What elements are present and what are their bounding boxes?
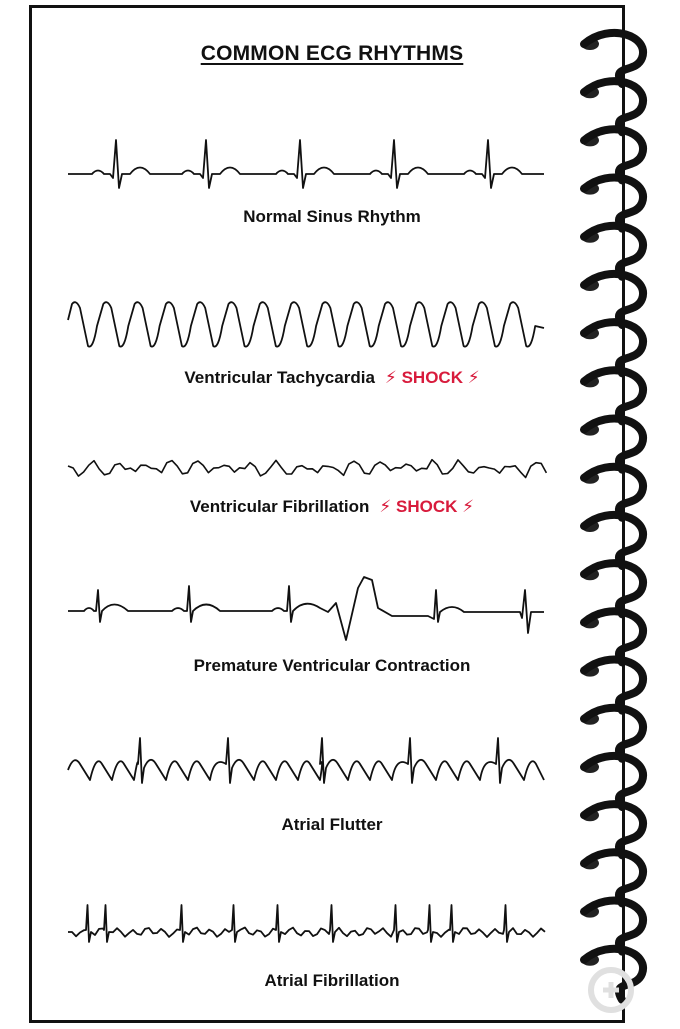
binding-coil	[584, 178, 643, 229]
binding-coil	[584, 129, 643, 180]
rhythm-label-ventricular-fibrillation	[32, 497, 632, 517]
ecg-trace-ventricular-tachycardia	[68, 302, 544, 346]
watermark-logo	[585, 965, 645, 1015]
rhythm-label-atrial-flutter: Atrial Flutter	[281, 815, 383, 834]
ecg-trace-pvc	[68, 577, 544, 640]
rhythm-label-atrial-fibrillation: Atrial Fibrillation	[264, 971, 400, 990]
binding-coil	[584, 756, 643, 807]
ecg-trace-normal-sinus	[68, 140, 544, 188]
binding-coil	[584, 33, 643, 84]
binding-coil	[584, 611, 643, 662]
rhythm-card	[29, 5, 625, 1023]
rhythm-label-ventricular-tachycardia	[32, 368, 632, 388]
binding-coil	[584, 852, 643, 903]
spiral-binding-icon	[570, 0, 680, 1029]
rhythm-name: Ventricular Fibrillation	[189, 497, 370, 516]
binding-coil	[584, 274, 643, 325]
shock-text: SHOCK	[396, 497, 458, 516]
ecg-traces	[32, 8, 628, 1026]
shock-badge	[385, 368, 480, 387]
binding-coil	[584, 901, 643, 952]
binding-coil	[584, 563, 643, 614]
ecg-trace-ventricular-fibrillation	[68, 460, 546, 478]
rhythm-label-pvc: Premature Ventricular Contraction	[193, 656, 471, 675]
shock-text: SHOCK	[401, 368, 463, 387]
binding-coil	[584, 467, 643, 518]
lightning-bolt-icon: ⚡	[467, 368, 480, 387]
lightning-bolt-icon: ⚡	[384, 368, 397, 387]
binding-coil	[584, 370, 643, 421]
rhythm-name: Ventricular Tachycardia	[184, 368, 375, 387]
binding-coil	[584, 515, 643, 566]
lightning-bolt-icon: ⚡	[462, 497, 475, 516]
binding-coil	[584, 804, 643, 855]
binding-coil	[584, 322, 643, 373]
binding-coil	[584, 81, 643, 132]
ecg-trace-atrial-flutter	[68, 738, 544, 783]
binding-coil	[584, 419, 643, 470]
rhythm-label-normal-sinus: Normal Sinus Rhythm	[243, 207, 421, 226]
binding-coil	[584, 708, 643, 759]
page-title: COMMON ECG RHYTHMS	[200, 42, 464, 65]
ecg-trace-atrial-fibrillation	[68, 905, 545, 942]
binding-coil	[584, 226, 643, 277]
lightning-bolt-icon: ⚡	[379, 497, 392, 516]
shock-badge	[379, 497, 474, 516]
binding-coil	[584, 660, 643, 711]
